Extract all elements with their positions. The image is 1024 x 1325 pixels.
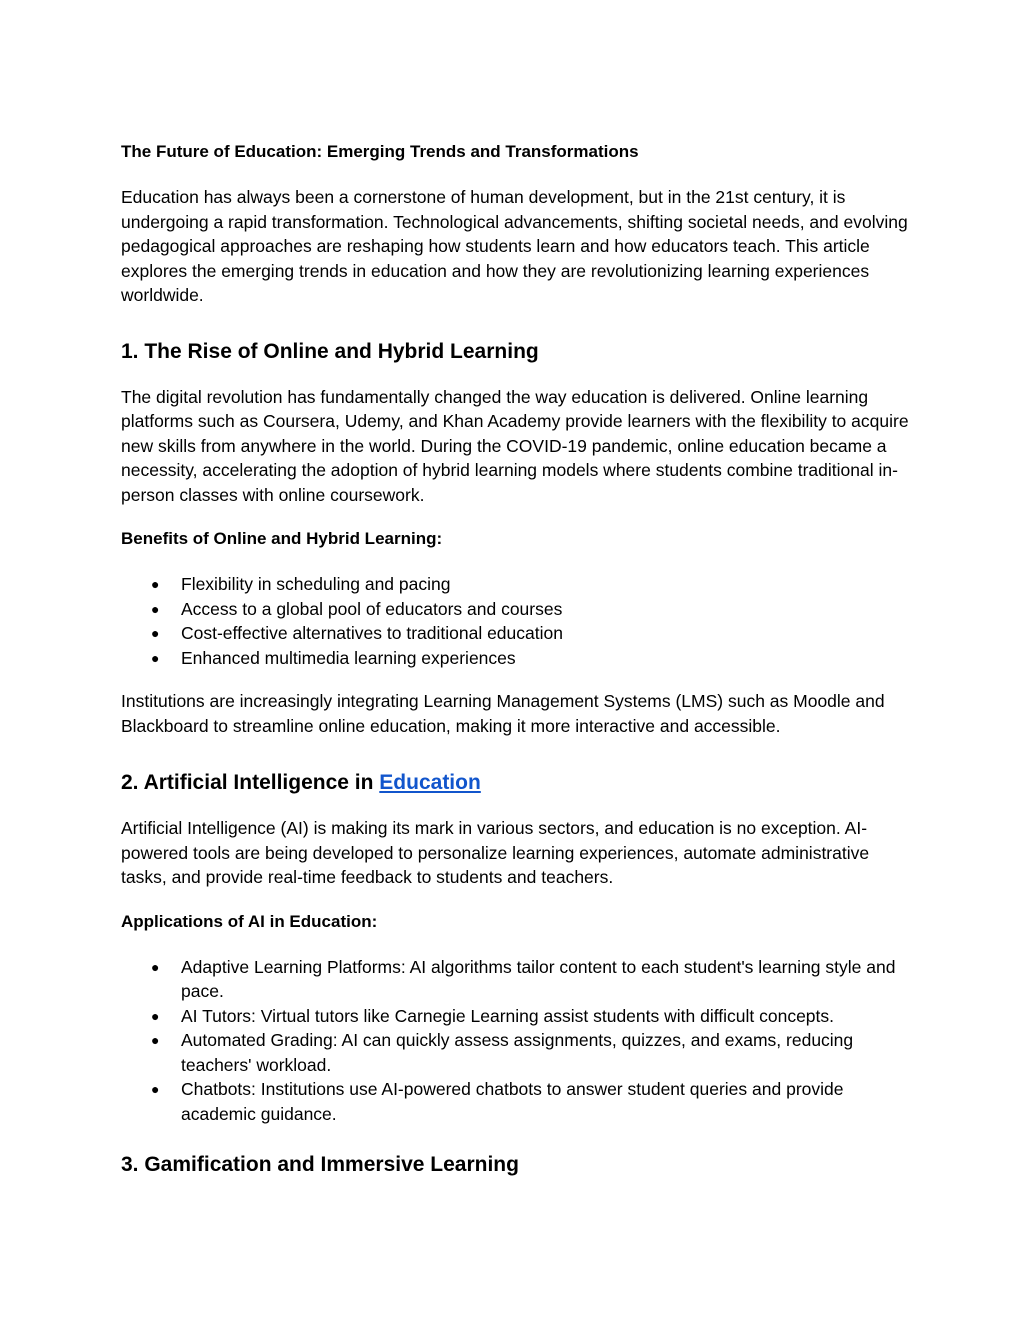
list-item-text: Enhanced multimedia learning experiences <box>181 647 516 668</box>
section-2-paragraph-1: Artificial Intelligence (AI) is making its mark in various sectors, and education is no exception. AI-powered tools are being developed to personalize learning experiences, automate administrative tasks, and provide real-time feedback to students and teachers. <box>121 818 870 887</box>
section-2-subheading: Applications of AI in Education: <box>121 911 378 931</box>
section-1-subheading: Benefits of Online and Hybrid Learning: <box>121 529 443 548</box>
list-item-text: AI Tutors: Virtual tutors like Carnegie Learning assist students with difficult concepts. <box>181 1005 835 1026</box>
bullet-icon: ● <box>151 1081 160 1097</box>
list-item <box>121 1004 911 1029</box>
document-page <box>121 140 911 1180</box>
section-2-bullet-list <box>121 955 911 1127</box>
list-item <box>121 1077 911 1126</box>
list-item-text: Automated Grading: AI can quickly assess assignments, quizzes, and exams, reducing teachers' workload. <box>181 1030 854 1075</box>
section-1-paragraph-1: The digital revolution has fundamentally changed the way education is delivered. Online learning platforms such as Coursera, Udemy, and Khan Academy provide learners with the flexibility to acquire new skills from anywhere in the world. During the COVID-19 pandemic, online education became a necessity, accelerating the adoption of hybrid learning models where students combine traditional in-person classes with online coursework. <box>121 386 909 505</box>
bullet-icon: ● <box>151 1007 160 1024</box>
section-3-heading: 3. Gamification and Immersive Learning <box>121 1153 519 1176</box>
document-title: The Future of Education: Emerging Trends and Transformations <box>121 142 639 161</box>
section-1-paragraph-2: Institutions are increasingly integrating Learning Management Systems (LMS) such as Moodle and Blackboard to streamline online education, making it more interactive and accessible. <box>121 691 885 736</box>
list-item <box>121 572 911 597</box>
bullet-icon: ● <box>151 625 160 641</box>
list-item-text: Chatbots: Institutions use AI-powered chatbots to answer student queries and provide academic guidance. <box>181 1079 844 1124</box>
section-2-heading <box>121 768 911 798</box>
list-item-text: Cost-effective alternatives to traditional education <box>181 623 563 643</box>
list-item <box>121 646 911 671</box>
section-2-heading-text: 2. Artificial Intelligence in <box>121 771 380 794</box>
intro-paragraph: Education has always been a cornerstone of human development, but in the 21st century, it is undergoing a rapid transformation. Technological advancements, shifting societal needs, and evolving pedagogical approaches are reshaping how students learn and how educators teach. This article explores the emerging trends in education and how they are revolutionizing learning experiences worldwide. <box>121 187 908 305</box>
section-1-bullet-list <box>121 572 911 670</box>
list-item <box>121 1028 911 1077</box>
list-item-text: Access to a global pool of educators and courses <box>181 598 563 619</box>
list-item-text: Flexibility in scheduling and pacing <box>181 574 451 594</box>
list-item <box>121 955 911 1004</box>
bullet-icon: ● <box>151 576 160 592</box>
list-item-text: Adaptive Learning Platforms: AI algorithms tailor content to each student's learning style and pace. <box>181 956 896 1001</box>
bullet-icon: ● <box>151 649 160 666</box>
list-item <box>121 597 911 622</box>
section-1-heading: 1. The Rise of Online and Hybrid Learning <box>121 339 539 363</box>
bullet-icon: ● <box>151 958 160 975</box>
list-item <box>121 621 911 646</box>
bullet-icon: ● <box>151 600 160 617</box>
bullet-icon: ● <box>151 1032 160 1048</box>
education-link[interactable]: Education <box>379 771 481 794</box>
